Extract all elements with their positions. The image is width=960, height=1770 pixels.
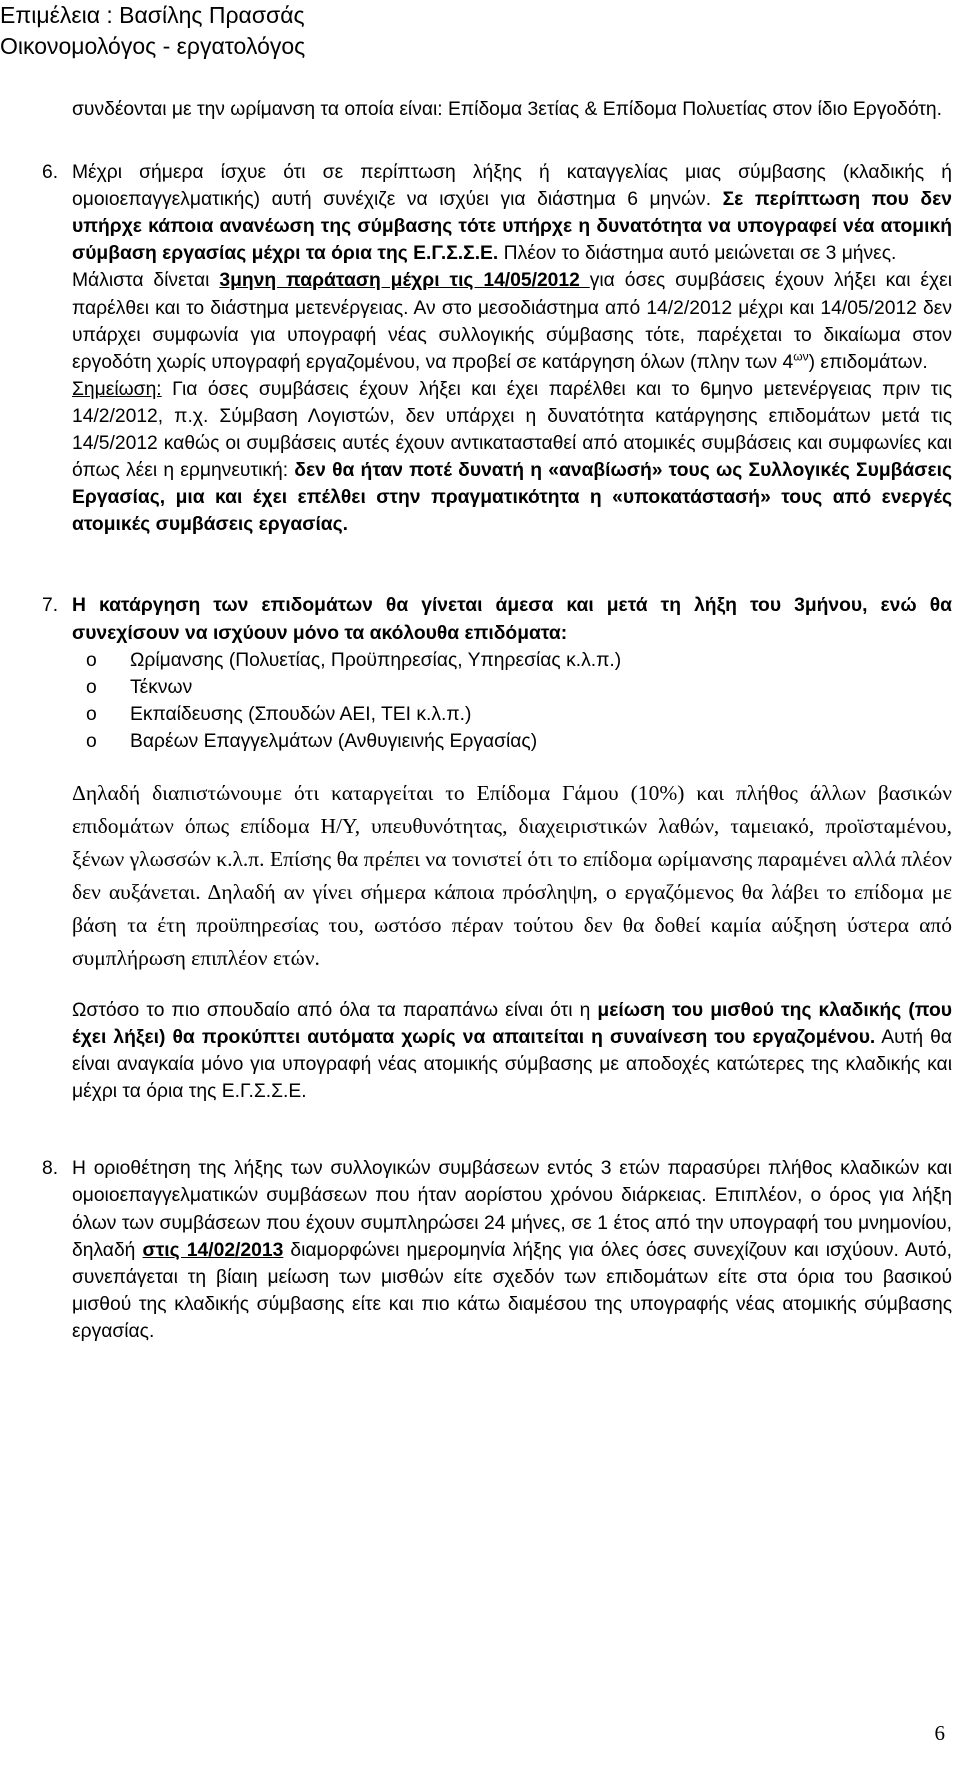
bullet: o <box>86 676 97 698</box>
item-7-serif-paragraph: Δηλαδή διαπιστώνουμε ότι καταργείται το Επίδομα Γάμου (10%) και πλήθος άλλων βασικών επιδομάτων όπως επίδομα Η/Υ, υπευθυνότητας, διαχειριστικών λαθών, ταμειακό, προϊσταμένου, ξένων γλωσσών κ.λ.π. Επίσης θα πρέπει να τονιστεί ότι το επίδομα ωρίμανσης παραμένει αλλά πλέον δεν αυξάνεται. Δηλαδή αν γίνει σήμερα κάποια πρόσληψη, ο εργαζόμενος θα λάβει το επίδομα με βάση τα έτη προϋπηρεσίας του, ωστόσο πέραν τούτου δεν θα δοθεί καμία αύξηση ύστερα από συμπλήρωση επιπλέον ετών. <box>72 780 952 970</box>
header-title: Οικονομολόγος - εργατολόγος <box>0 33 306 59</box>
note-label: Σημείωση: <box>72 378 162 400</box>
list-item <box>72 674 952 701</box>
text: για όσες συμβάσεις έχουν λήξει και έχει παρέλθει και το διάστημα μετενέργειας. Αν στο μεσοδιάστημα από 14/2/2012 μέχρι και 14/05/2012 δεν υπάρχει συμφωνία για υπογραφή νέας συλλογικής σύμβασης τότε, παρέχεται το δικαίωμα στον εργοδότη χωρίς υπογραφή εργαζομένου, να προβεί σε κατάργηση όλων (πλην των 4 <box>72 270 952 373</box>
item-6-paragraph-a <box>72 159 952 267</box>
allowance-list <box>72 647 952 755</box>
list-item-text: Εκπαίδευσης (Σπουδών ΑΕΙ, ΤΕΙ κ.λ.π.) <box>130 703 472 725</box>
header-author: Επιμέλεια : Βασίλης Πρασσάς <box>0 2 305 28</box>
item-7-heading: Η κατάργηση των επιδομάτων θα γίνεται άμεσα και μετά τη λήξη του 3μήνου, ενώ θα συνεχίσουν να ισχύουν μόνο τα ακόλουθα επιδόματα: <box>72 595 952 644</box>
item-7-final-paragraph <box>72 997 952 1105</box>
list-item <box>72 701 952 728</box>
page-header <box>0 0 600 62</box>
text: Μάλιστα δίνεται <box>72 270 220 292</box>
page-number: 6 <box>934 1721 945 1745</box>
bold-underlined-text: στις 14/02/2013 <box>142 1239 284 1261</box>
bold-text: μείωση του μισθού της κλαδικής (που έχει λήξει) θα προκύπτει αυτόματα χωρίς να απαιτείται η συναίνεση του εργαζομένου. <box>72 999 952 1049</box>
item-6 <box>42 159 952 538</box>
bullet: o <box>86 730 97 752</box>
item-8 <box>42 1155 952 1345</box>
text: Αυτή θα είναι αναγκαία μόνο για υπογραφή νέας ατομικής σύμβασης με αποδοχές κατώτερες της κλαδικής και μέχρι τα όρια της Ε.Γ.Σ.Σ.Ε. <box>72 1027 953 1103</box>
list-item <box>72 647 952 674</box>
intro-paragraph: συνδέονται με την ωρίμανση τα οποία είναι: Επίδομα 3ετίας & Επίδομα Πολυετίας στον ίδιο Εργοδότη. <box>72 99 942 120</box>
text: Για όσες συμβάσεις έχουν λήξει και έχει παρέλθει και το 6μηνο μετενέργειας πριν τις 14/2/2012, π.χ. Σύμβαση Λογιστών, δεν υπάρχει η δυνατότητα κατάργησης επιδομάτων μετά τις 14/5/2012 καθώς οι συμβάσεις αυτές έχουν αντικατασταθεί από ατομικές συμβάσεις και συμφωνίες και όπως λέει η ερμηνευτική: <box>72 378 952 482</box>
text: Πλέον το διάστημα αυτό μειώνεται σε 3 μήνες. <box>498 243 897 265</box>
item-number: 8. <box>42 1158 59 1180</box>
superscript: ων <box>793 349 809 364</box>
item-number: 7. <box>42 595 59 617</box>
item-6-paragraph-b <box>72 267 952 375</box>
text: Ωστόσο το πιο σπουδαίο από όλα τα παραπάνω είναι ότι η <box>72 999 598 1021</box>
item-6-note <box>72 376 952 539</box>
bold-underlined-text: 3μηνη παράταση μέχρι τις 14/05/2012 <box>219 270 590 292</box>
text: Η οριοθέτηση της λήξης των συλλογικών συμβάσεων εντός 3 ετών παρασύρει πλήθος κλαδικών και ομοιοεπαγγελματικών συμβάσεων που ήταν αορίστου χρόνου διάρκειας. Επιπλέον, ο όρος για λήξη όλων των συμβάσεων που έχουν συμπληρώσει 24 μήνες, σε 1 έτος από την υπογραφή του μνημονίου, δηλαδή <box>72 1158 952 1261</box>
bold-text: δεν θα ήταν ποτέ δυνατή η «αναβίωσή» τους ως Συλλογικές Συμβάσεις Εργασίας, μια και έχει επέλθει στην πραγματικότητα η «υποκατάστασή» τους από ενεργές ατομικές συμβάσεις εργασίας. <box>72 460 952 536</box>
text: ) επιδομάτων. <box>808 351 928 373</box>
bullet: o <box>86 649 97 671</box>
bold-text: Σε περίπτωση που δεν υπήρχε κάποια ανανέωση της σύμβασης τότε υπήρχε η δυνατότητα να υπογραφεί νέα ατομική σύμβαση εργασίας μέχρι τα όρια της Ε.Γ.Σ.Σ.Ε. <box>72 189 952 265</box>
document-body <box>42 96 953 1345</box>
text: διαμορφώνει ημερομηνία λήξης για όλες όσες συνεχίζουν και ισχύουν. Αυτό, συνεπάγεται τη βίαιη μείωση των μισθών είτε σχεδόν των επιδομάτων είτε στα όρια του βασικού μισθού της κλαδικής σύμβασης είτε και πιο κάτω διαμέσου της υπογραφής νέας ατομικής σύμβασης εργασίας. <box>72 1239 952 1342</box>
item-8-paragraph <box>72 1155 952 1345</box>
list-item-text: Τέκνων <box>130 676 193 698</box>
list-item <box>72 728 952 755</box>
bullet: o <box>86 703 97 725</box>
list-item-text: Βαρέων Επαγγελμάτων (Ανθυγιεινής Εργασίας) <box>130 730 538 752</box>
item-number: 6. <box>42 162 59 184</box>
list-item-text: Ωρίμανσης (Πολυετίας, Προϋπηρεσίας, Υπηρεσίας κ.λ.π.) <box>130 649 622 671</box>
item-7 <box>42 592 953 1105</box>
text: Μέχρι σήμερα ίσχυε ότι σε περίπτωση λήξης ή καταγγελίας μιας σύμβασης (κλαδικής ή ομοιοεπαγγελματικής) αυτή συνέχιζε να ισχύει για διάστημα 6 μηνών. <box>72 162 952 211</box>
